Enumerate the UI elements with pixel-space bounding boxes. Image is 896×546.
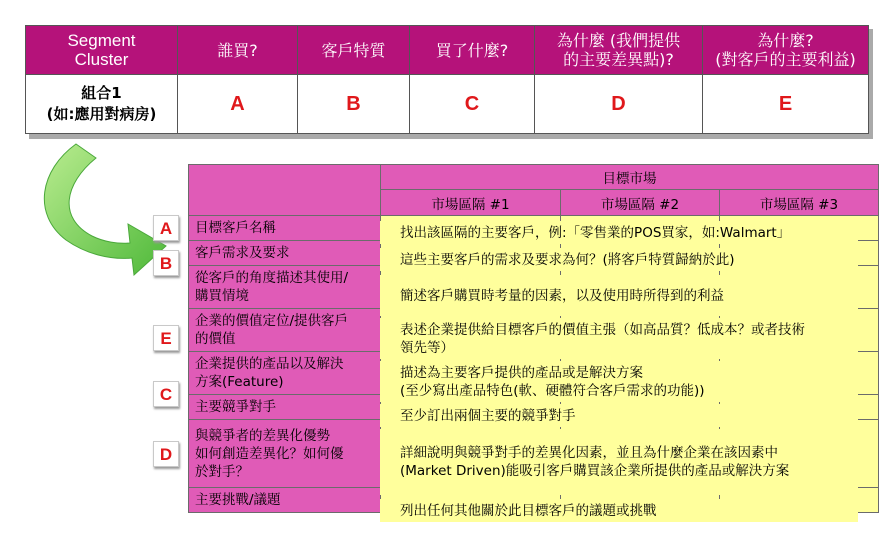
row-label-product-features: 企業提供的產品以及解決 方案(Feature) xyxy=(189,352,381,395)
table-row xyxy=(189,266,879,309)
segment-cluster-table xyxy=(25,25,869,134)
badge-c: C xyxy=(153,381,179,407)
badge-b: B xyxy=(153,250,179,276)
cell-letter-d: D xyxy=(535,75,703,134)
row-label-differentiation: 與競爭者的差異化優勢 如何創造差異化？如何優 於對手？ xyxy=(189,420,381,488)
segment-1-header: 市場區隔 #1 xyxy=(381,190,561,216)
badge-e: E xyxy=(153,325,179,351)
corner-cell xyxy=(189,165,381,216)
table-row xyxy=(189,241,879,266)
description-target-customer: 找出該區隔的主要客戶，例:「零售業的POS買家，如:Walmart」 xyxy=(380,221,858,244)
description-usage-scenario: 簡述客戶購買時考量的因素，以及使用時所得到的利益 xyxy=(380,275,858,316)
header-why-benefit: 為什麼? (對客戶的主要利益) xyxy=(703,26,869,75)
cell-letter-a: A xyxy=(178,75,298,134)
badge-d: D xyxy=(153,441,179,467)
cell-letter-b: B xyxy=(298,75,410,134)
cell-letter-e: E xyxy=(703,75,869,134)
target-market-header: 目標市場 xyxy=(381,165,879,190)
header-segment-cluster: Segment Cluster xyxy=(26,26,178,75)
row-label-needs: 客戶需求及要求 xyxy=(189,241,381,266)
description-value-proposition: 表述企業提供給目標客戶的價值主張（如高品質？低成本？或者技術 領先等） xyxy=(380,318,858,359)
table-row xyxy=(189,395,879,420)
combo-label: 組合1 (如:應用對病房) xyxy=(26,75,178,134)
description-challenges: 列出任何其他關於此目標客戶的議題或挑戰 xyxy=(380,499,858,522)
table-shadow xyxy=(29,134,873,139)
segment-3-header: 市場區隔 #3 xyxy=(720,190,879,216)
table-row xyxy=(189,216,879,241)
header-why-differentiator: 為什麼 (我們提供 的主要差異點)? xyxy=(535,26,703,75)
header-what-bought: 買了什麼? xyxy=(410,26,535,75)
description-product-features: 描述為主要客戶提供的產品或是解決方案 (至少寫出產品特色(軟、硬體符合客戶需求的功能)) xyxy=(380,361,858,402)
segment-2-header: 市場區隔 #2 xyxy=(561,190,720,216)
table-row xyxy=(189,488,879,513)
cell-letter-c: C xyxy=(410,75,535,134)
header-who-buys: 誰買? xyxy=(178,26,298,75)
row-label-usage-scenario: 從客戶的角度描述其使用/ 購買情境 xyxy=(189,266,381,309)
market-header-row xyxy=(189,165,879,190)
table-row xyxy=(189,352,879,395)
target-market-table xyxy=(188,164,879,513)
segment-data-row xyxy=(26,75,869,134)
description-differentiation: 詳細說明與競爭對手的差異化因素，並且為什麼企業在該因素中 (Market Driven)能吸引客戶購買該企業所提供的產品或解決方案 xyxy=(380,429,858,495)
table-row xyxy=(189,309,879,352)
description-needs: 這些主要客戶的需求及要求為何？(將客戶特質歸納於此) xyxy=(380,248,858,271)
description-competitors: 至少訂出兩個主要的競爭對手 xyxy=(380,404,858,427)
row-label-target-customer: 目標客戶名稱 xyxy=(189,216,381,241)
table-row xyxy=(189,420,879,488)
segment-header-row xyxy=(26,26,869,75)
row-label-value-proposition: 企業的價值定位/提供客戶 的價值 xyxy=(189,309,381,352)
badge-a: A xyxy=(153,215,179,241)
row-label-challenges: 主要挑戰/議題 xyxy=(189,488,381,513)
row-label-competitors: 主要競爭對手 xyxy=(189,395,381,420)
header-customer-traits: 客戶特質 xyxy=(298,26,410,75)
